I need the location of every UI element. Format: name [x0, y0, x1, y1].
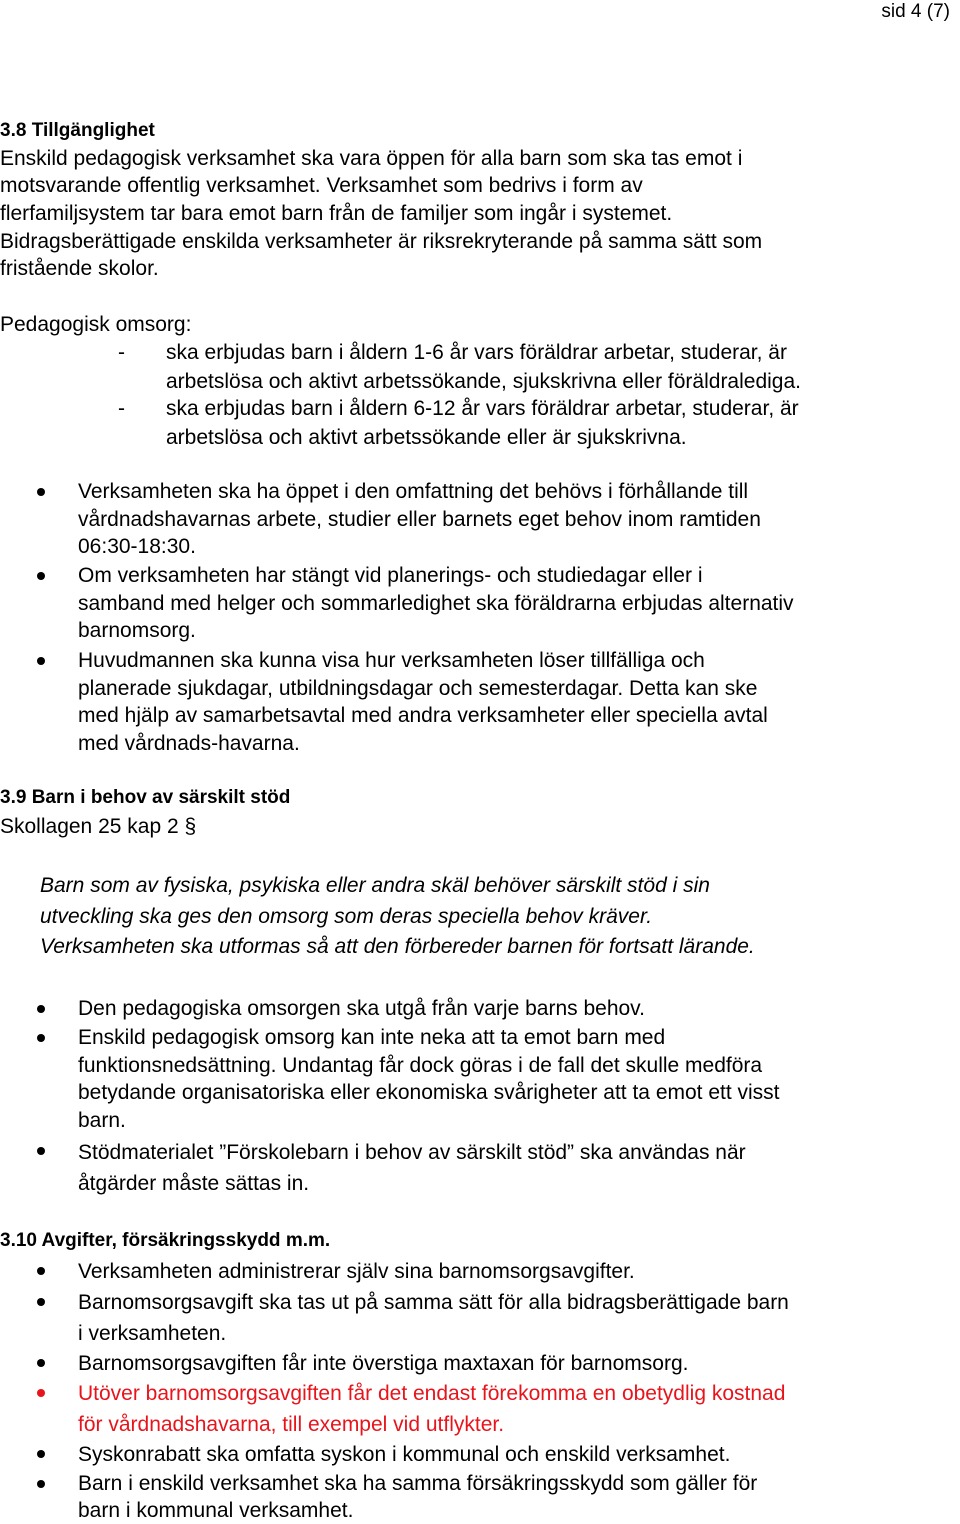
law-reference: Skollagen 25 kap 2 § — [0, 815, 197, 838]
item-line: med vårdnads-havarna. — [78, 731, 300, 755]
paragraph-line: motsvarande offentlig verksamhet. Verksamhet som bedrivs i form av — [0, 174, 643, 197]
item-line: Barnomsorgsavgiften får inte överstiga maxtaxan för barnomsorg. — [78, 1352, 689, 1375]
bullet-icon — [37, 1389, 45, 1397]
item-line: ska erbjudas barn i åldern 6-12 år vars föräldrar arbetar, studerar, är — [166, 397, 799, 420]
bullet-item — [0, 1440, 950, 1471]
section-heading-3-10: 3.10 Avgifter, försäkringsskydd m.m. — [0, 1230, 331, 1251]
bullet-icon — [37, 1359, 45, 1367]
bullet-icon — [37, 657, 45, 665]
bullet-icon — [37, 1147, 45, 1155]
item-line: barnomsorg. — [78, 619, 196, 642]
bullet-item — [0, 1257, 950, 1288]
item-line: arbetslösa och aktivt arbetssökande eller är sjukskrivna. — [166, 426, 687, 449]
item-line: 06:30-18:30. — [78, 535, 196, 558]
dash-list-item — [0, 394, 950, 452]
bullet-item — [0, 478, 950, 561]
bullet-item — [0, 647, 950, 757]
bullet-icon — [37, 1005, 45, 1013]
item-line: betydande organisatoriska eller ekonomiska svårigheter att ta emot ett visst — [78, 1081, 780, 1104]
dash-marker: - — [118, 397, 125, 420]
item-line: arbetslösa och aktivt arbetssökande, sjukskrivna eller föräldralediga. — [166, 370, 801, 393]
item-line: med hjälp av samarbetsavtal med andra verksamheter eller speciella avtal — [78, 704, 768, 727]
paragraph-line: Enskild pedagogisk verksamhet ska vara öppen för alla barn som ska tas emot i — [0, 147, 743, 170]
bullet-icon — [37, 1034, 45, 1042]
item-line: Barn i enskild verksamhet ska ha samma försäkringsskydd som gäller för — [78, 1472, 758, 1495]
item-line: Stödmaterialet ”Förskolebarn i behov av särskilt stöd” ska användas när — [78, 1141, 746, 1164]
item-line: samband med helger och sommarledighet ska föräldrarna erbjudas alternativ — [78, 591, 794, 615]
bullet-item-highlighted — [0, 1379, 950, 1440]
quote-line: Verksamheten ska utformas så att den förbereder barnen för fortsatt lärande. — [40, 935, 755, 958]
law-quote — [40, 871, 940, 963]
section-heading-3-8: 3.8 Tillgänglighet — [0, 120, 155, 141]
paragraph-line: fristående skolor. — [0, 257, 159, 280]
item-line: Enskild pedagogisk omsorg kan inte neka att ta emot barn med — [78, 1026, 666, 1049]
item-line: Om verksamheten har stängt vid planerings- och studiedagar eller i — [78, 564, 703, 587]
bullet-icon — [37, 1267, 45, 1275]
bullet-icon — [37, 1298, 45, 1306]
item-line: Utöver barnomsorgsavgiften får det endast förekomma en obetydlig kostnad — [78, 1382, 786, 1405]
item-line: för vårdnadshavarna, till exempel vid utflykter. — [78, 1412, 505, 1436]
item-line: barn. — [78, 1108, 126, 1132]
paragraph-line: Bidragsberättigade enskilda verksamheter är riksrekryterande på samma sätt som — [0, 230, 763, 253]
item-line: Verksamheten administrerar själv sina barnomsorgsavgifter. — [78, 1260, 635, 1283]
section-heading-3-9: 3.9 Barn i behov av särskilt stöd — [0, 787, 291, 808]
page-number: sid 4 (7) — [881, 1, 950, 22]
item-line: Huvudmannen ska kunna visa hur verksamheten löser tillfälliga och — [78, 649, 705, 672]
item-line: vårdnadshavarnas arbete, studier eller barnets eget behov inom ramtiden — [78, 507, 761, 531]
bullet-item — [0, 1288, 950, 1349]
item-line: ska erbjudas barn i åldern 1-6 år vars föräldrar arbetar, studerar, är — [166, 341, 787, 364]
bullet-item — [0, 562, 950, 645]
bullet-item — [0, 1470, 950, 1524]
item-line: barn i kommunal verksamhet. — [78, 1499, 354, 1522]
item-line: planerade sjukdagar, utbildningsdagar och semesterdagar. Detta kan ske — [78, 676, 758, 700]
item-line: Syskonrabatt ska omfatta syskon i kommunal och enskild verksamhet. — [78, 1443, 731, 1466]
bullet-icon — [37, 572, 45, 580]
item-line: åtgärder måste sättas in. — [78, 1172, 310, 1195]
omsorg-label: Pedagogisk omsorg: — [0, 313, 192, 336]
dash-list-item — [0, 338, 950, 396]
item-line: Verksamheten ska ha öppet i den omfattning det behövs i förhållande till — [78, 480, 749, 503]
item-line: i verksamheten. — [78, 1321, 227, 1345]
item-line: Den pedagogiska omsorgen ska utgå från varje barns behov. — [78, 997, 645, 1020]
item-line: funktionsnedsättning. Undantag får dock göras i de fall det skulle medföra — [78, 1053, 763, 1077]
paragraph-line: flerfamiljsystem tar bara emot barn från de familjer som ingår i systemet. — [0, 202, 673, 225]
quote-line: Barn som av fysiska, psykiska eller andra skäl behöver särskilt stöd i sin — [40, 874, 710, 897]
quote-line: utveckling ska ges den omsorg som deras speciella behov kräver. — [40, 904, 653, 928]
dash-marker: - — [118, 341, 125, 364]
bullet-icon — [37, 488, 45, 496]
bullet-icon — [37, 1450, 45, 1458]
item-line: Barnomsorgsavgift ska tas ut på samma sätt för alla bidragsberättigade barn — [78, 1291, 789, 1314]
bullet-item — [0, 1349, 950, 1380]
bullet-item — [0, 1137, 950, 1199]
bullet-item — [0, 1024, 950, 1134]
bullet-item — [0, 995, 950, 1023]
bullet-icon — [37, 1480, 45, 1488]
